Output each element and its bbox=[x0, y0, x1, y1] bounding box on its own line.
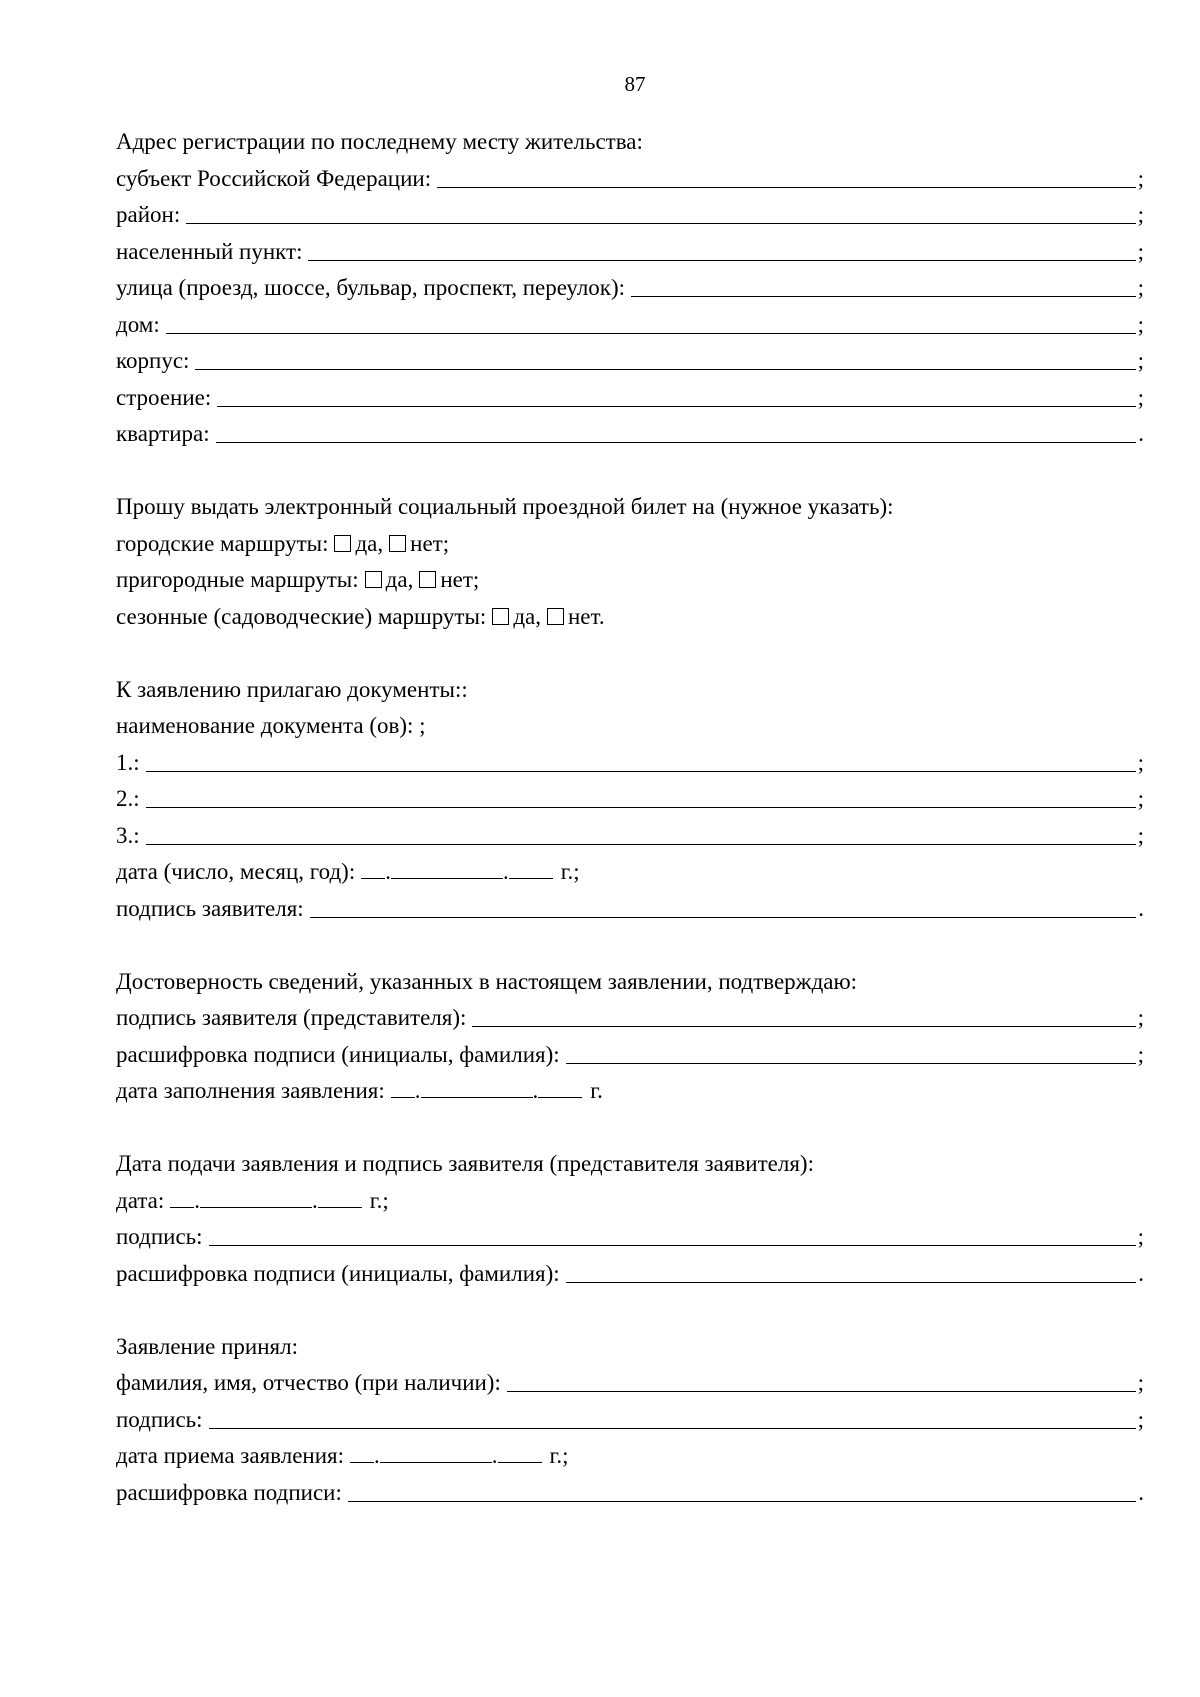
date-suffix: г.; bbox=[549, 1443, 569, 1468]
field-end: ; bbox=[1137, 165, 1144, 191]
date-suffix: г. bbox=[590, 1078, 603, 1103]
field-end: . bbox=[1138, 895, 1144, 921]
month-input-line[interactable] bbox=[380, 1442, 492, 1463]
date-label: дата (число, месяц, год): bbox=[116, 859, 356, 884]
accepted-date-line bbox=[116, 1438, 1144, 1475]
option-yes-label: да, bbox=[513, 603, 541, 629]
confirm-heading bbox=[116, 964, 1144, 1001]
option-label: пригородные маршруты: bbox=[116, 567, 359, 592]
date-label: дата заполнения заявления: bbox=[116, 1078, 385, 1103]
spacer bbox=[116, 927, 1144, 964]
field-end: ; bbox=[1137, 786, 1144, 811]
field-end: ; bbox=[1137, 275, 1144, 300]
day-input-line[interactable] bbox=[391, 1077, 415, 1098]
option-no-label: нет. bbox=[568, 603, 605, 629]
address-field-street bbox=[116, 270, 1144, 307]
documents-heading-text: К заявлению прилагаю документы:: bbox=[116, 676, 468, 702]
district-input-line[interactable] bbox=[186, 199, 1135, 224]
field-end: ; bbox=[1137, 1370, 1144, 1395]
month-input-line[interactable] bbox=[200, 1187, 312, 1208]
ticket-option-suburban bbox=[116, 562, 1144, 599]
building-input-line[interactable] bbox=[195, 345, 1135, 370]
field-label: населенный пункт: bbox=[116, 238, 303, 264]
date-label: дата: bbox=[116, 1187, 165, 1213]
region-input-line[interactable] bbox=[437, 163, 1135, 188]
document-item-2 bbox=[116, 781, 1144, 818]
field-end: ; bbox=[1137, 749, 1144, 775]
field-end: ; bbox=[1137, 202, 1144, 227]
date-input-group[interactable]: . . bbox=[361, 854, 553, 891]
option-yes-label: да, bbox=[385, 567, 414, 592]
address-field-locality bbox=[116, 234, 1144, 271]
signature-label: подпись: bbox=[116, 1224, 203, 1249]
apartment-input-line[interactable] bbox=[216, 418, 1137, 443]
field-label: корпус: bbox=[116, 348, 190, 373]
submission-decode-input-line[interactable] bbox=[566, 1258, 1137, 1283]
address-field-region bbox=[116, 161, 1144, 198]
documents-name-text: наименование документа (ов): ; bbox=[116, 713, 426, 738]
applicant-signature-input-line[interactable] bbox=[310, 893, 1137, 918]
field-end: ; bbox=[1137, 1041, 1144, 1067]
field-end: ; bbox=[1137, 1224, 1144, 1249]
field-end: ; bbox=[1137, 311, 1144, 337]
field-label: субъект Российской Федерации: bbox=[116, 165, 432, 191]
option-yes-label: да, bbox=[355, 530, 384, 556]
clerk-name-input-line[interactable] bbox=[507, 1367, 1136, 1392]
house-input-line[interactable] bbox=[166, 309, 1136, 334]
form-content bbox=[116, 124, 1144, 1511]
city-no-checkbox[interactable] bbox=[389, 535, 406, 552]
day-input-line[interactable] bbox=[350, 1442, 374, 1463]
field-label: квартира: bbox=[116, 421, 210, 446]
seasonal-yes-checkbox[interactable] bbox=[492, 608, 509, 625]
address-field-building bbox=[116, 343, 1144, 380]
document-1-input-line[interactable] bbox=[146, 747, 1136, 772]
decode-label: расшифровка подписи (инициалы, фамилия): bbox=[116, 1041, 560, 1067]
confirm-decode-line bbox=[116, 1037, 1144, 1074]
submission-heading bbox=[116, 1146, 1144, 1183]
field-label: улица (проезд, шоссе, бульвар, проспект, переулок): bbox=[116, 275, 626, 300]
field-end: ; bbox=[1137, 1406, 1144, 1432]
documents-heading bbox=[116, 672, 1144, 709]
accepted-heading bbox=[116, 1329, 1144, 1366]
ticket-heading bbox=[116, 489, 1144, 526]
date-label: дата приема заявления: bbox=[116, 1443, 344, 1468]
spacer bbox=[116, 1292, 1144, 1329]
clerk-signature-input-line[interactable] bbox=[209, 1404, 1136, 1429]
day-input-line[interactable] bbox=[170, 1187, 194, 1208]
confirm-heading-text: Достоверность сведений, указанных в настоящем заявлении, подтверждаю: bbox=[116, 968, 858, 994]
item-label: 3.: bbox=[116, 822, 140, 848]
item-label: 1.: bbox=[116, 749, 140, 775]
ticket-option-seasonal bbox=[116, 599, 1144, 636]
documents-date-line bbox=[116, 854, 1144, 891]
signature-label: подпись: bbox=[116, 1406, 203, 1432]
document-3-input-line[interactable] bbox=[146, 820, 1136, 845]
option-label: сезонные (садоводческие) маршруты: bbox=[116, 603, 487, 629]
submission-date-line bbox=[116, 1183, 1144, 1220]
seasonal-no-checkbox[interactable] bbox=[547, 608, 564, 625]
field-end: ; bbox=[1137, 348, 1144, 373]
field-end: . bbox=[1138, 1479, 1144, 1505]
address-heading bbox=[116, 124, 1144, 161]
street-input-line[interactable] bbox=[631, 272, 1136, 297]
field-end: ; bbox=[1137, 1005, 1144, 1030]
field-end: ; bbox=[1137, 822, 1144, 848]
date-input-group[interactable]: . . bbox=[350, 1438, 542, 1475]
year-input-line[interactable] bbox=[509, 858, 553, 879]
accepted-decode-line bbox=[116, 1475, 1144, 1512]
confirm-date-line bbox=[116, 1073, 1144, 1110]
address-field-house bbox=[116, 307, 1144, 344]
field-end: . bbox=[1138, 1260, 1144, 1286]
structure-input-line[interactable] bbox=[217, 382, 1135, 407]
address-field-apartment bbox=[116, 416, 1144, 453]
spacer bbox=[116, 453, 1144, 490]
item-label: 2.: bbox=[116, 786, 140, 811]
field-end: . bbox=[1138, 421, 1144, 446]
ticket-option-city bbox=[116, 526, 1144, 563]
submission-signature-input-line[interactable] bbox=[209, 1221, 1136, 1246]
submission-decode-line bbox=[116, 1256, 1144, 1293]
decode-label: расшифровка подписи (инициалы, фамилия): bbox=[116, 1260, 560, 1286]
documents-signature-line bbox=[116, 891, 1144, 928]
document-item-3 bbox=[116, 818, 1144, 855]
accepted-heading-text: Заявление принял: bbox=[116, 1333, 299, 1359]
ticket-heading-text: Прошу выдать электронный социальный проездной билет на (нужное указать): bbox=[116, 494, 894, 519]
field-end: ; bbox=[1137, 238, 1144, 264]
name-label: фамилия, имя, отчество (при наличии): bbox=[116, 1370, 501, 1395]
field-end: ; bbox=[1137, 384, 1144, 410]
clerk-decode-input-line[interactable] bbox=[348, 1477, 1136, 1502]
document-2-input-line[interactable] bbox=[146, 783, 1136, 808]
suburban-no-checkbox[interactable] bbox=[419, 571, 436, 588]
confirm-signature-line bbox=[116, 1000, 1144, 1037]
address-heading-text: Адрес регистрации по последнему месту жительства: bbox=[116, 129, 643, 154]
field-label: район: bbox=[116, 202, 181, 227]
day-input-line[interactable] bbox=[361, 858, 385, 879]
submission-signature-line bbox=[116, 1219, 1144, 1256]
year-input-line[interactable] bbox=[318, 1187, 362, 1208]
representative-signature-input-line[interactable] bbox=[472, 1002, 1135, 1027]
date-input-group[interactable]: . . bbox=[170, 1183, 362, 1220]
year-input-line[interactable] bbox=[538, 1077, 582, 1098]
document-item-1 bbox=[116, 745, 1144, 782]
signature-label: подпись заявителя: bbox=[116, 895, 304, 921]
address-field-district bbox=[116, 197, 1144, 234]
option-no-label: нет; bbox=[440, 567, 480, 592]
option-label: городские маршруты: bbox=[116, 530, 329, 556]
spacer bbox=[116, 635, 1144, 672]
signature-decode-input-line[interactable] bbox=[566, 1039, 1136, 1064]
decode-label: расшифровка подписи: bbox=[116, 1479, 342, 1505]
accepted-name-line bbox=[116, 1365, 1144, 1402]
spacer bbox=[116, 1110, 1144, 1147]
documents-name-label bbox=[116, 708, 1144, 745]
address-field-structure bbox=[116, 380, 1144, 417]
locality-input-line[interactable] bbox=[308, 236, 1135, 261]
month-input-line[interactable] bbox=[421, 1077, 533, 1098]
suburban-yes-checkbox[interactable] bbox=[365, 571, 382, 588]
page-number: 87 bbox=[624, 72, 646, 96]
year-input-line[interactable] bbox=[498, 1442, 542, 1463]
signature-label: подпись заявителя (представителя): bbox=[116, 1005, 467, 1030]
date-suffix: г.; bbox=[369, 1187, 389, 1213]
date-input-group[interactable]: . . bbox=[391, 1073, 583, 1110]
month-input-line[interactable] bbox=[391, 858, 503, 879]
field-label: строение: bbox=[116, 384, 212, 410]
field-label: дом: bbox=[116, 311, 160, 337]
accepted-signature-line bbox=[116, 1402, 1144, 1439]
submission-heading-text: Дата подачи заявления и подпись заявителя (представителя заявителя): bbox=[116, 1151, 814, 1176]
option-no-label: нет; bbox=[410, 530, 450, 556]
date-suffix: г.; bbox=[560, 859, 580, 884]
city-yes-checkbox[interactable] bbox=[334, 535, 351, 552]
